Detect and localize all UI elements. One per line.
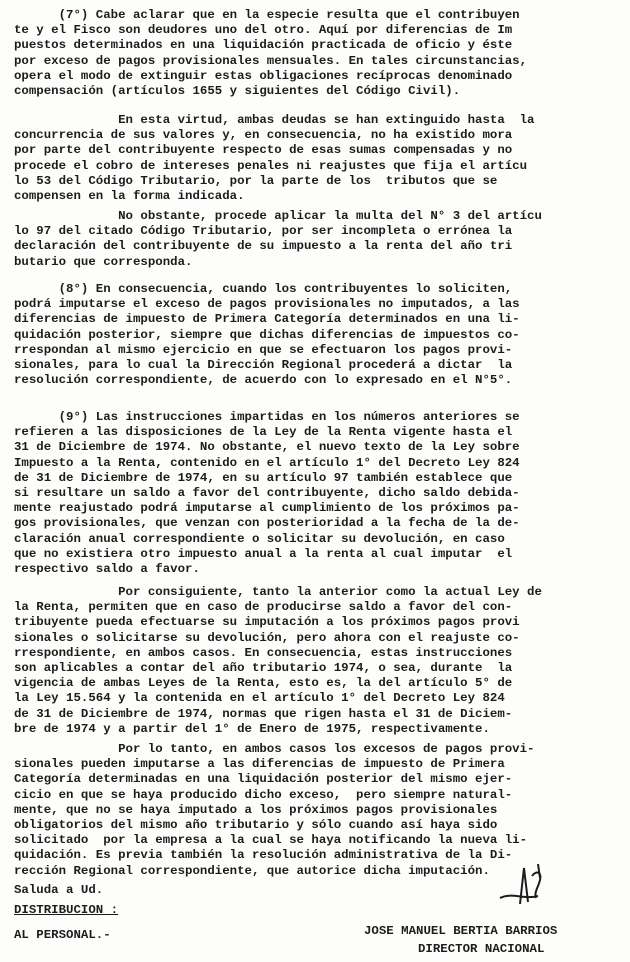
text-line: rrespondiente, en ambos casos. En consecuencia, estas instrucciones bbox=[14, 645, 513, 660]
text-line: declaración del contribuyente de su impuesto a la renta del año tri bbox=[14, 239, 513, 254]
text-line: lo 53 del Código Tributario, por la parte de los tributos que se bbox=[14, 173, 498, 188]
text-line: Por consiguiente, tanto la anterior como la actual Ley de bbox=[14, 585, 542, 599]
text-line: Impuesto a la Renta, contenido en el artículo 1° del Decreto Ley 824 bbox=[14, 455, 520, 470]
salutation: Saluda a Ud. bbox=[14, 883, 104, 897]
text-line: la Renta, permiten que en caso de producirse saldo a favor del con- bbox=[14, 600, 513, 615]
text-line: por parte del contribuyente respecto de esas sumas compensadas y no bbox=[14, 143, 513, 158]
text-line: claración anual correspondiente o solicitar su devolución, en caso bbox=[14, 531, 505, 546]
text-line: opera el modo de extinguir estas obligaciones recíprocas denominado bbox=[14, 68, 513, 83]
signature-scribble-icon bbox=[494, 858, 564, 908]
text-line: de 31 de Diciembre de 1974, en su artículo 97 también establece que bbox=[14, 470, 513, 485]
text-line: butario que corresponda. bbox=[14, 254, 193, 269]
text-line: 31 de Diciembre de 1974. No obstante, el nuevo texto de la Ley sobre bbox=[14, 440, 520, 455]
paragraph-7 bbox=[14, 8, 618, 99]
text-line: procede el cobro de intereses penales ni reajustes que fija el artícu bbox=[14, 158, 528, 173]
text-line: si resultare un saldo a favor del contribuyente, dicho saldo debida- bbox=[14, 486, 520, 501]
text-line: (9°) Las instrucciones impartidas en los números anteriores se bbox=[14, 410, 520, 424]
signer-name: JOSE MANUEL BERTIA BARRIOS bbox=[364, 924, 558, 938]
distribution-value: AL PERSONAL.- bbox=[14, 928, 111, 942]
text-line: Por lo tanto, en ambos casos los excesos de pagos provi- bbox=[14, 742, 535, 756]
text-line: compensación (artículos 1655 y siguientes del Código Civil). bbox=[14, 84, 461, 99]
text-line: bre de 1974 y a partir del 1° de Enero de 1975, respectivamente. bbox=[14, 721, 490, 736]
text-line: cicio en que se haya producido dicho exceso, pero siempre natural- bbox=[14, 787, 513, 802]
text-line: sionales o solicitarse su devolución, pero ahora con el reajuste co- bbox=[14, 630, 520, 645]
text-line: No obstante, procede aplicar la multa del N° 3 del artícu bbox=[14, 209, 542, 223]
text-line: de 31 de Diciembre de 1974, normas que rigen hasta el 31 de Diciem- bbox=[14, 706, 513, 721]
text-line: la Ley 15.564 y la contenida en el artículo 1° del Decreto Ley 824 bbox=[14, 691, 505, 706]
text-line: lo 97 del citado Código Tributario, por ser incompleta o errónea la bbox=[14, 224, 513, 239]
distribution-label: DISTRIBUCION : bbox=[14, 903, 119, 917]
text-line: (8°) En consecuencia, cuando los contribuyentes lo soliciten, bbox=[14, 282, 513, 296]
text-line: tribuyente pueda efectuarse su imputación a los próximos pagos provi bbox=[14, 615, 520, 630]
text-line: solicitado por la empresa a la cual se haya notificando la nueva li- bbox=[14, 833, 528, 848]
text-line: sionales, para lo cual la Dirección Regional procederá a dictar la bbox=[14, 358, 513, 373]
paragraph-8 bbox=[14, 282, 618, 388]
text-line: respectivo saldo a favor. bbox=[14, 562, 200, 577]
text-line: mente, que no se haya imputado a los próximos pagos provisionales bbox=[14, 802, 498, 817]
text-line: rección Regional correspondiente, que autorice dicha imputación. bbox=[14, 863, 490, 878]
paragraph-9 bbox=[14, 410, 618, 577]
text-line: obligatorios del mismo año tributario y sólo cuando así haya sido bbox=[14, 818, 498, 833]
text-line: puestos determinados en una liquidación practicada de oficio y éste bbox=[14, 38, 513, 53]
text-line: En esta virtud, ambas deudas se han extinguido hasta la bbox=[14, 113, 535, 127]
text-line: podrá imputarse el exceso de pagos provisionales no imputados, a las bbox=[14, 297, 520, 312]
text-line: compensen en la forma indicada. bbox=[14, 189, 245, 204]
text-line: son aplicables a contar del año tributario 1974, o sea, durante la bbox=[14, 661, 513, 676]
text-line: por exceso de pagos provisionales mensuales. En tales circunstancias, bbox=[14, 53, 528, 68]
text-line: concurrencia de sus valores y, en consecuencia, no ha existido mora bbox=[14, 128, 513, 143]
text-line: vigencia de ambas Leyes de la Renta, esto es, la del artículo 5° de bbox=[14, 676, 513, 691]
text-line: rrespondan al mismo ejercicio en que se efectuaron los pagos provi- bbox=[14, 342, 513, 357]
text-line: resolución correspondiente, de acuerdo con lo expresado en el N°5°. bbox=[14, 373, 513, 388]
paragraph-9-consiguiente bbox=[14, 585, 618, 737]
paragraph-7-multa bbox=[14, 209, 618, 270]
text-line: quidación. Es previa también la resolución administrativa de la Di- bbox=[14, 848, 513, 863]
text-line: quidación posterior, siempre que dichas diferencias de impuestos co- bbox=[14, 327, 520, 342]
text-line: sionales pueden imputarse a las diferencias de impuesto de Primera bbox=[14, 757, 505, 772]
paragraph-7-virtud bbox=[14, 113, 618, 204]
text-line: gos provisionales, que venzan con posterioridad a la fecha de la de- bbox=[14, 516, 520, 531]
text-line: refieren a las disposiciones de la Ley de la Renta vigente hasta el bbox=[14, 425, 513, 440]
text-line: que no existiera otro impuesto anual a la renta al cual imputar el bbox=[14, 546, 513, 561]
text-line: (7°) Cabe aclarar que en la especie resulta que el contribuyen bbox=[14, 8, 520, 22]
text-line: te y el Fisco son deudores uno del otro. Aquí por diferencias de Im bbox=[14, 23, 513, 38]
text-line: Categoría determinadas en una liquidación posterior del mismo ejer- bbox=[14, 772, 513, 787]
text-line: mente reajustado podrá imputarse al cumplimiento de los próximos pa- bbox=[14, 501, 520, 516]
text-line: diferencias de impuesto de Primera Categoría determinados en una li- bbox=[14, 312, 520, 327]
signer-title: DIRECTOR NACIONAL bbox=[418, 942, 545, 956]
